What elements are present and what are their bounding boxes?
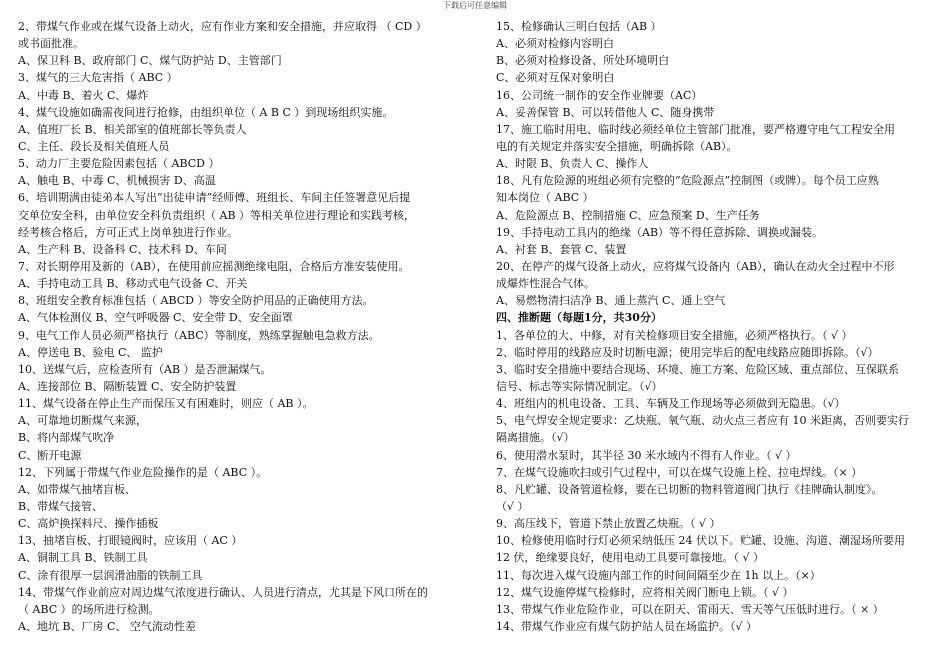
text-line: 18、凡有危险源的班组必须有完整的“危险源点”控制图（或牌）。每个员工应熟: [496, 174, 879, 188]
text-line: A、值班厂长 B、相关部室的值班部长等负责人: [18, 122, 247, 136]
text-line: C、涂有很厚一层润滑油脂的铁制工具: [18, 568, 203, 582]
text-line: 2、带煤气作业或在煤气设备上动火，应有作业方案和安全措施，并应取得 （ CD ）: [18, 20, 427, 33]
text-line: C、高炉换探料尺、操作插板: [18, 517, 159, 531]
text-line: 成爆炸性混合气体。: [496, 277, 595, 291]
text-line: A、保卫科 B、政府部门 C、煤气防护站 D、主管部门: [18, 54, 282, 68]
text-line: 14、带煤气作业前应对周边煤气浓度进行确认、人员进行清点，尤其是下风口所在的: [18, 585, 428, 599]
text-line: A、生产科 B、设备科 C、技术科 D、车间: [18, 242, 227, 256]
text-line: A、停送电 B、验电 C、 监护: [18, 345, 163, 359]
text-line: A、如带煤气抽堵盲板、: [18, 482, 136, 496]
text-line: A、铜制工具 B、铁制工具: [18, 551, 148, 565]
text-line: C、主任、段长及相关值班人员: [18, 139, 170, 153]
text-line: A、易燃物清扫洁净 B、通上蒸汽 C、通上空气: [496, 294, 726, 308]
text-line: A、必须对检修内容明白: [496, 37, 614, 51]
text-line: 9、高压线下，管道下禁止放置乙炔瓶。（ √ ）: [496, 517, 721, 531]
text-line: 知本岗位（ ABC ）: [496, 191, 594, 205]
text-line: B、必须对检修设备、所处环境明白: [496, 54, 670, 68]
text-line: A、手持电动工具 B、移动式电气设备 C、开关: [18, 277, 248, 291]
right-column: [496, 18, 940, 635]
text-line: A、中毒 B、着火 C、爆炸: [18, 88, 149, 102]
text-line: 13、带煤气作业危险作业，可以在阴天、雷雨天、雪天等气压低时进行。（ × ）: [496, 602, 884, 616]
text-line: 6、培训期满由徒弟本人写出“出徒申请”经师傅、班组长、车间主任签署意见后提: [18, 191, 411, 205]
text-line: 1、各单位的大、中修，对有关检修项目安全措施，必须严格执行。（ √ ）: [496, 328, 853, 342]
text-line: 5、电气焊安全规定要求：乙炔瓶、氧气瓶、动火点三者应有 10 米距离，否则要实行: [496, 414, 909, 428]
text-line: 7、在煤气设施吹扫或引气过程中，可以在煤气设施上栓、拉电焊线。（× ）: [496, 465, 863, 479]
text-line: 11、煤气设备在停止生产而保压又有困难时，则应（ AB ）。: [18, 397, 314, 411]
text-line: 8、班组安全教育标准包括（ ABCD ）等安全防护用品的正确使用方法。: [18, 294, 374, 308]
text-line: 四、推断题（每题1分，共30分）: [496, 311, 662, 325]
text-line: 20、在停产的煤气设备上动火，应将煤气设备内（AB），确认在动火全过程中不形: [496, 259, 895, 273]
text-line: A、时限 B、负责人 C、操作人: [496, 157, 649, 171]
text-line: 4、班组内的机电设备、工具、车辆及工作现场等必须做到无隐患。（√）: [496, 397, 846, 411]
text-line: 经考核合格后，方可正式上岗单独进行作业。: [18, 225, 238, 239]
text-line: 12、煤气设施停煤气检修时，应将相关阀门断电上锁。（ √ ）: [496, 585, 794, 599]
page-header: 下载后可任意编辑: [443, 1, 507, 10]
text-line: 17、施工临时用电、临时线必须经单位主管部门批准，要严格遵守电气工程安全用: [496, 122, 895, 136]
text-line: 19、手持电动工具内的绝缘（AB）等不得任意拆除、调换或漏装。: [496, 225, 824, 239]
text-line: 12、下列属于带煤气作业危险操作的是（ ABC ）。: [18, 465, 268, 479]
text-line: 11、每次进入煤气设施内部工作的时间间隔至少在 1h 以上。（×）: [496, 568, 821, 582]
text-line: 9、电气工作人员必须严格执行（ABC）等制度，熟练掌握触电急救方法。: [18, 328, 380, 342]
text-line: 2、临时停用的线路应及时切断电源；使用完毕后的配电线路应随即拆除。（√）: [496, 345, 879, 359]
text-line: 10、送煤气后，应检查所有（AB ）是否泄漏煤气。: [18, 362, 272, 376]
text-line: （ ABC ）的场所进行检测。: [18, 602, 160, 616]
text-line: C、必须对互保对象明白: [496, 71, 615, 85]
text-line: A、连接部位 B、隔断装置 C、安全防护装置: [18, 379, 237, 393]
text-line: 4、煤气设施如确需夜间进行抢修，由组织单位（ A B C ）到现场组织实施。: [18, 105, 394, 119]
text-line: 6、使用潜水泵时，其半径 30 米水域内不得有人作业。（ √ ）: [496, 448, 797, 462]
left-column: [18, 18, 480, 635]
text-line: A、衬套 B、套管 C、装置: [496, 242, 627, 256]
text-line: 电的有关规定并落实安全措施，明确拆除（AB）。: [496, 139, 738, 153]
text-line: 5、动力厂主要危险因素包括（ ABCD ）: [18, 157, 220, 171]
text-line: 16、公司统一制作的安全作业牌要（AC）: [496, 88, 703, 102]
text-line: 3、煤气的三大危害指（ ABC ）: [18, 71, 178, 85]
text-line: 8、凡贮罐、设备管道检修，要在已切断的物料管道阀门执行《挂牌确认制度》。: [496, 482, 883, 496]
text-line: 13、抽堵盲板、打眼镜阀时，应该用（ AC ）: [18, 534, 243, 548]
text-line: 3、临时安全措施中要结合现场、环境、施工方案、危险区域、重点部位、互保联系: [496, 362, 899, 376]
text-line: A、地坑 B、厂房 C、 空气流动性差: [18, 619, 196, 633]
text-line: 10、检修使用临时行灯必须采纳低压 24 伏以下。贮罐、设施、沟道、潮湿场所要用: [496, 534, 905, 548]
text-line: 或书面批准。: [18, 37, 84, 51]
text-line: 14、带煤气作业应有煤气防护站人员在场监护。（√ ）: [496, 619, 758, 633]
text-line: B、将内部煤气吹净: [18, 431, 115, 445]
text-line: 12 伏，绝缘要良好，使用电动工具要可靠接地。（ √ ）: [496, 551, 764, 565]
text-line: 15、检修确认三明白包括（AB ）: [496, 20, 662, 33]
text-line: 7、对长期停用及新的（AB），在使用前应摇测绝缘电阻，合格后方准安装使用。: [18, 259, 410, 273]
text-line: （√ ）: [496, 499, 529, 513]
text-line: C、断开电源: [18, 448, 82, 462]
text-line: 信号、标志等实际情况制定。（√）: [496, 379, 663, 393]
text-line: A、妥善保管 B、可以转借他人 C、随身携带: [496, 105, 715, 119]
text-line: A、触电 B、中毒 C、机械损害 D、高温: [18, 174, 216, 188]
text-line: A、危险源点 B、控制措施 C、应急预案 D、生产任务: [496, 208, 760, 222]
text-line: 隔离措施。（√）: [496, 431, 575, 445]
text-line: A、气体检测仪 B、空气呼吸器 C、安全带 D、安全面罩: [18, 311, 293, 325]
text-line: A、可靠地切断煤气来源，: [18, 414, 147, 428]
text-line: B、带煤气接管、: [18, 499, 104, 513]
text-line: 交单位安全科，由单位安全科负责组织（ AB ）等相关单位进行理论和实践考核，: [18, 208, 416, 222]
